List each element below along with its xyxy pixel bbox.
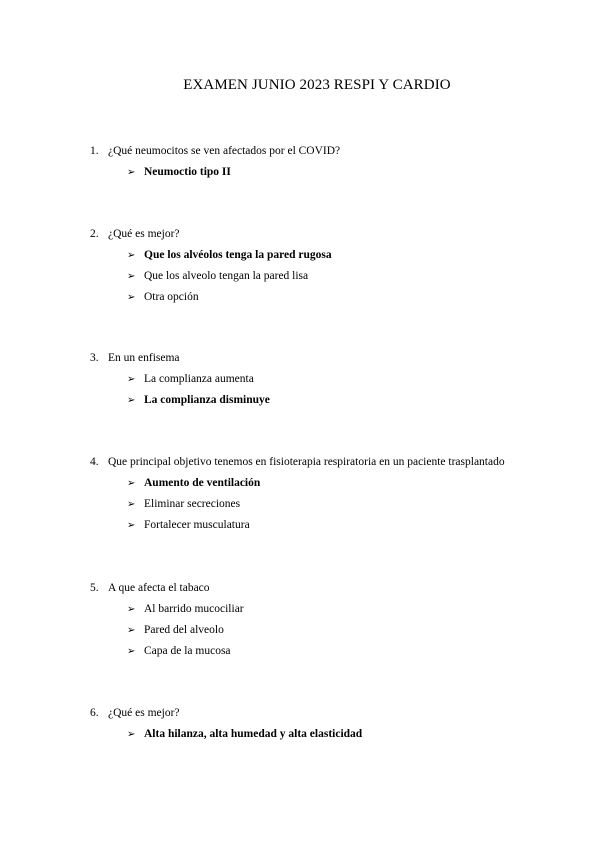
arrow-bullet-icon: ➢ [127,167,136,178]
answer-item [90,620,590,641]
answer-item [90,494,590,515]
answer-list [90,473,590,536]
answer-list [90,599,590,662]
answer-text: Fortalecer musculatura [144,519,250,531]
answer-list [90,245,590,308]
answer-text: Neumoctio tipo II [144,166,231,178]
answer-item [90,245,590,266]
arrow-bullet-icon: ➢ [127,520,136,531]
question-number: 6. [90,707,99,719]
answer-item [90,724,590,745]
answer-text: Pared del alveolo [144,624,224,636]
question-text: Que principal objetivo tenemos en fisioterapia respiratoria en un paciente trasplantado [108,456,505,468]
arrow-bullet-icon: ➢ [127,250,136,261]
question-number: 1. [90,145,99,157]
arrow-bullet-icon: ➢ [127,478,136,489]
answer-list [90,724,590,745]
arrow-bullet-icon: ➢ [127,271,136,282]
question-number: 2. [90,228,99,240]
answer-text: Que los alveolo tengan la pared lisa [144,270,309,282]
answer-item [90,641,590,662]
arrow-bullet-icon: ➢ [127,729,136,740]
answer-text: Otra opción [144,291,199,303]
answer-list [90,369,590,411]
arrow-bullet-icon: ➢ [127,395,136,406]
answer-text: La complianza aumenta [144,373,254,385]
answer-item [90,369,590,390]
document-title: EXAMEN JUNIO 2023 RESPI Y CARDIO [183,77,451,93]
question-text: A que afecta el tabaco [108,582,210,594]
answer-text: La complianza disminuye [144,394,270,406]
answer-text: Aumento de ventilación [144,477,261,489]
question-text: En un enfisema [108,352,180,364]
arrow-bullet-icon: ➢ [127,625,136,636]
question-text: ¿Qué es mejor? [108,707,180,719]
question-4 [90,452,590,536]
question-number: 3. [90,352,99,364]
arrow-bullet-icon: ➢ [127,646,136,657]
answer-item [90,162,590,183]
question-5 [90,578,590,662]
question-text: ¿Qué neumocitos se ven afectados por el COVID? [108,145,341,157]
question-3 [90,348,590,411]
answer-item [90,266,590,287]
answer-item [90,473,590,494]
question-number: 4. [90,456,99,468]
answer-item [90,515,590,536]
answer-text: Al barrido mucociliar [144,603,244,615]
question-2 [90,224,590,308]
question-1 [90,141,590,183]
arrow-bullet-icon: ➢ [127,604,136,615]
answer-item [90,287,590,308]
answer-text: Alta hilanza, alta humedad y alta elasticidad [144,728,363,740]
question-text: ¿Qué es mejor? [108,228,180,240]
arrow-bullet-icon: ➢ [127,374,136,385]
arrow-bullet-icon: ➢ [127,292,136,303]
answer-text: Capa de la mucosa [144,645,231,657]
answer-item [90,599,590,620]
answer-text: Eliminar secreciones [144,498,241,510]
question-number: 5. [90,582,99,594]
question-6 [90,703,590,745]
answer-item [90,390,590,411]
arrow-bullet-icon: ➢ [127,499,136,510]
answer-list [90,162,590,183]
answer-text: Que los alvéolos tenga la pared rugosa [144,249,332,261]
